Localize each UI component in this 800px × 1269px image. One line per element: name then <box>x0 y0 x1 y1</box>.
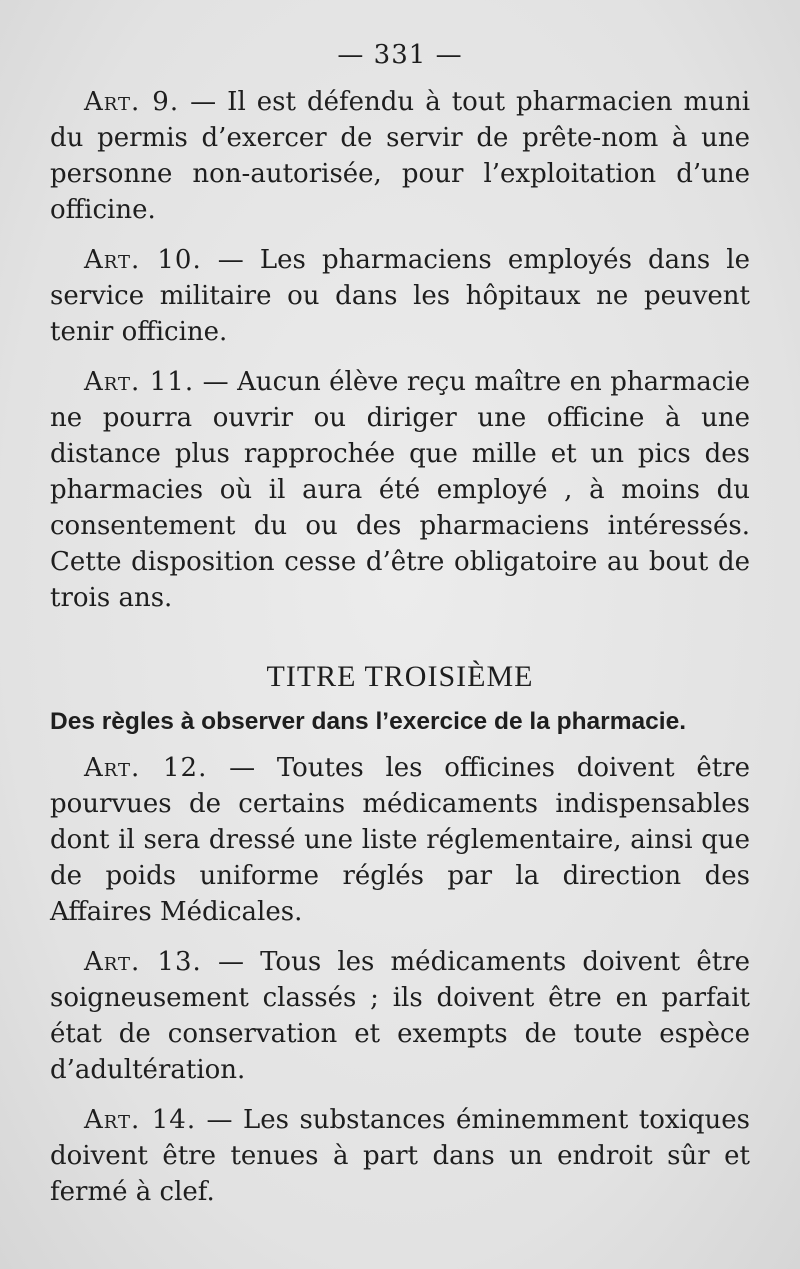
article-label: Art. 14. <box>84 1105 197 1135</box>
page-number: — 331 — <box>337 40 463 70</box>
article-text: — Aucun élève reçu maître en pharmacie ne pourra ouvrir ou diriger une officine à une distance plus rapprochée que mille et un pics des pharmacies où il aura été employé , à moins du consentement du ou des pharmaciens intéressés. Cette disposition cesse d’être obligatoire au bout de trois ans. <box>50 367 750 613</box>
article-11 <box>50 364 750 616</box>
article-label: Art. 12. <box>84 753 208 783</box>
article-14 <box>50 1102 750 1210</box>
article-text: — Les pharmaciens employés dans le service militaire ou dans les hôpitaux ne peuvent tenir officine. <box>50 245 750 347</box>
article-label: Art. 11. <box>84 367 195 397</box>
article-label: Art. 13. <box>84 947 202 977</box>
article-10 <box>50 242 750 350</box>
article-label: Art. 10. <box>84 245 202 275</box>
section-title: TITRE TROISIÈME <box>266 660 534 693</box>
article-label: Art. 9. <box>84 87 180 117</box>
section-subtitle: Des règles à observer dans l’exercice de la pharmacie. <box>50 708 686 735</box>
article-text: — Les substances éminemment toxiques doivent être tenues à part dans un endroit sûr et fermé à clef. <box>50 1105 750 1207</box>
article-9 <box>50 84 750 228</box>
article-text: — Il est défendu à tout pharmacien muni du permis d’exercer de servir de prête-nom à une personne non-autorisée, pour l’exploitation d’une officine. <box>50 87 751 225</box>
article-text: — Tous les médicaments doivent être soigneusement classés ; ils doivent être en parfait état de conservation et exempts de toute espèce d’adultération. <box>50 947 750 1085</box>
article-13 <box>50 944 750 1088</box>
article-text: — Toutes les officines doivent être pourvues de certains médicaments indispensables dont il sera dressé une liste réglementaire, ainsi que de poids uniforme réglés par la direction des Affaires Médicales. <box>50 753 750 927</box>
text-column <box>50 84 750 1224</box>
article-12 <box>50 750 750 930</box>
